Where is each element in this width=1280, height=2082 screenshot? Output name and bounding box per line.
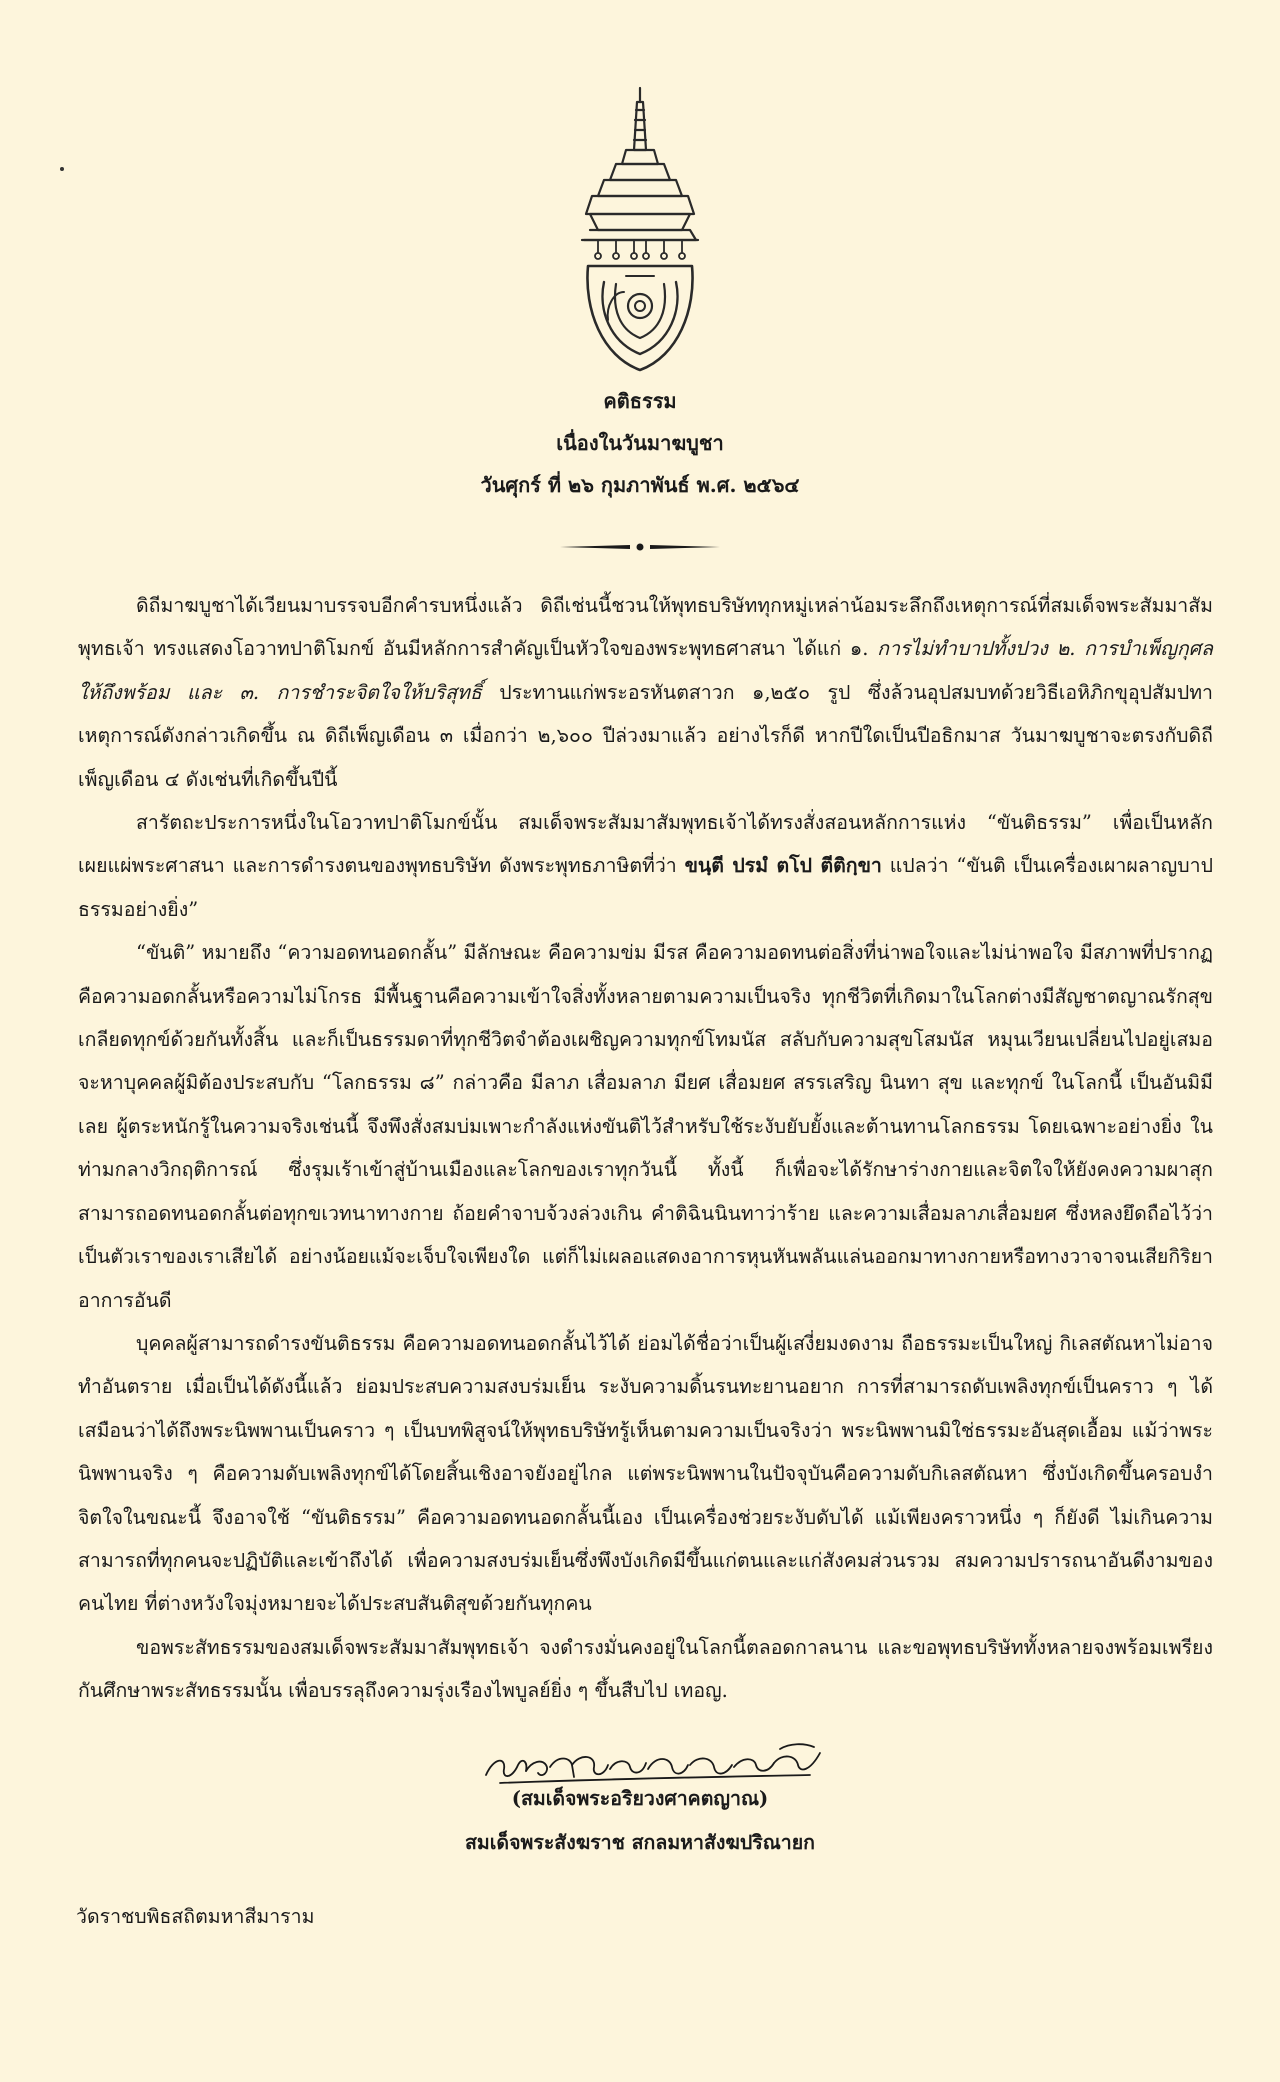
paragraph-1-text-a: ดิถีมาฆบูชาได้เวียนมาบรรจบอีกคำรบหนึ่งแล้ว ดิถีเช่นนี้ชวนให้พุทธบริษัททุกหมู่เหล่าน้อมระลึกถึงเหตุการณ์ที่สมเด็จพระสัมมาสัมพุทธเจ้า ทรงแสดงโอวาทปาติโมกข์ อันมีหลักการสำคัญเป็นหัวใจของพระพุทธศาสนา ได้แก่ ๑. [78, 594, 1213, 661]
royal-emblem-icon [560, 80, 720, 380]
paragraph-1-text-c: ประทานแก่พระอรหันตสาวก ๑,๒๕๐ รูป ซึ่งล้วนอุปสมบทด้วยวิธีเอหิภิกขุอุปสัมปทา เหตุการณ์ดังกล่าวเกิดขึ้น ณ ดิถีเพ็ญเดือน ๓ เมื่อกว่า ๒,๖๐๐ ปีล่วงมาแล้ว อย่างไรก็ดี หากปีใดเป็นปีอธิกมาส วันมาฆบูชาจะตรงกับดิถีเพ็ญเดือน ๔ ดังเช่นที่เกิดขึ้นปีนี้ [78, 680, 1213, 791]
paragraph-5: ขอพระสัทธรรมของสมเด็จพระสัมมาสัมพุทธเจ้า จงดำรงมั่นคงอยู่ในโลกนี้ตลอดกาลนาน และขอพุทธบริษัททั้งหลายจงพร้อมเพรียงกันศึกษาพระสัทธรรมนั้น เพื่อบรรลุถึงความรุ่งเรืองไพบูลย์ยิ่ง ๆ ขึ้นสืบไป เทอญ. [78, 1635, 1213, 1703]
document-title: คติธรรม [603, 389, 677, 413]
handwritten-signature [480, 1735, 830, 1793]
principles-2-3: ๒. การบำเพ็ญกุศลให้ถึงพร้อม และ ๓. การชำระจิตใจให้บริสุทธิ์ [78, 637, 1213, 704]
signatory-name: (สมเด็จพระอริยวงศาคตญาณ) [511, 1787, 769, 1810]
document-subtitle: เนื่องในวันมาฆบูชา [556, 431, 724, 455]
divider-ornament-icon [560, 538, 720, 556]
paragraph-2-text-b: แปลว่า “ขันติ เป็นเครื่องเผาผลาญบาปธรรมอย่างยิ่ง” [78, 854, 1213, 921]
document-date: วันศุกร์ ที่ ๒๖ กุมภาพันธ์ พ.ศ. ๒๕๖๔ [480, 473, 800, 497]
paragraph-4: บุคคลผู้สามารถดำรงขันติธรรม คือความอดทนอดกลั้นไว้ได้ ย่อมได้ชื่อว่าเป็นผู้เสงี่ยมงดงาม ถือธรรมะเป็นใหญ่ กิเลสตัณหาไม่อาจทำอันตราย เมื่อเป็นได้ดังนี้แล้ว ย่อมประสบความสงบร่มเย็น ระงับความดิ้นรนทะยานอยาก การที่สามารถดับเพลิงทุกข์เป็นคราว ๆ ได้ เสมือนว่าได้ถึงพระนิพพานเป็นคราว ๆ เป็นบทพิสูจน์ให้พุทธบริษัทรู้เห็นตามความเป็นจริงว่า พระนิพพานมิใช่ธรรมะอันสุดเอื้อม แม้ว่าพระนิพพานจริง ๆ คือความดับเพลิงทุกข์ได้โดยสิ้นเชิงอาจยังอยู่ไกล แต่พระนิพพานในปัจจุบันคือความดับกิเลสตัณหา ซึ่งบังเกิดขึ้นครอบงำจิตใจในขณะนี้ จึงอาจใช้ “ขันติธรรม” คือความอดทนอดกลั้นนี้เอง เป็นเครื่องช่วยระงับดับได้ แม้เพียงคราวหนึ่ง ๆ ก็ยังดี ไม่เกินความสามารถที่ทุกคนจะปฏิบัติและเข้าถึงได้ เพื่อความสงบร่มเย็นซึ่งพึงบังเกิดมีขึ้นแก่ตนและแก่สังคมส่วนรวม สมความปรารถนาอันดีงามของคนไทย ที่ต่างหวังใจมุ่งหมายจะได้ประสบสันติสุขด้วยกันทุกคน [78, 1331, 1213, 1616]
paragraph-2-text-a: สารัตถะประการหนึ่งในโอวาทปาติโมกข์นั้น สมเด็จพระสัมมาสัมพุทธเจ้าได้ทรงสั่งสอนหลักการแห่ง “ขันติธรรม” เพื่อเป็นหลักเผยแผ่พระศาสนา และการดำรงตนของพุทธบริษัท ดังพระพุทธภาษิตที่ว่า [78, 811, 1213, 878]
paragraph-2 [78, 801, 1213, 931]
paragraph-1 [78, 584, 1213, 801]
pali-verse: ขนฺตี ปรมํ ตโป ตีติกฺขา [684, 854, 882, 878]
paragraph-3: “ขันติ” หมายถึง “ความอดทนอดกลั้น” มีลักษณะ คือความข่ม มีรส คือความอดทนต่อสิ่งที่น่าพอใจและไม่น่าพอใจ มีสภาพที่ปรากฏ คือความอดกลั้นหรือความไม่โกรธ มีพื้นฐานคือความเข้าใจสิ่งทั้งหลายตามความเป็นจริง ทุกชีวิตที่เกิดมาในโลกต่างมีสัญชาตญาณรักสุขเกลียดทุกข์ด้วยกันทั้งสิ้น และก็เป็นธรรมดาที่ทุกชีวิตจำต้องเผชิญความทุกข์โทมนัส สลับกับความสุขโสมนัส หมุนเวียนเปลี่ยนไปอยู่เสมอ จะหาบุคคลผู้มิต้องประสบกับ “โลกธรรม ๘” กล่าวคือ มีลาภ เสื่อมลาภ มียศ เสื่อมยศ สรรเสริญ นินทา สุข และทุกข์ ในโลกนี้ เป็นอันมิมีเลย ผู้ตระหนักรู้ในความจริงเช่นนี้ จึงพึงสั่งสมบ่มเพาะกำลังแห่งขันติไว้สำหรับใช้ระงับยับยั้งและต้านทานโลกธรรม โดยเฉพาะอย่างยิ่ง ในท่ามกลางวิกฤติการณ์ ซึ่งรุมเร้าเข้าสู่บ้านเมืองและโลกของเราทุกวันนี้ ทั้งนี้ ก็เพื่อจะได้รักษาร่างกายและจิตใจให้ยังคงความผาสุก สามารถอดทนอดกลั้นต่อทุกขเวทนาทางกาย ถ้อยคำจาบจ้วงล่วงเกิน คำติฉินนินทาว่าร้าย และความเสื่อมลาภเสื่อมยศ ซึ่งหลงยึดถือไว้ว่าเป็นตัวเราของเราเสียได้ อย่างน้อยแม้จะเจ็บใจเพียงใด แต่ก็ไม่เผลอแสดงอาการหุนหันพลันแล่นออกมาทางกายหรือทางวาจาจนเสียกิริยาอาการอันดี [78, 941, 1213, 1312]
body-text [78, 584, 1213, 1713]
margin-dot [60, 167, 64, 171]
signatory-title: สมเด็จพระสังฆราช สกลมหาสังฆปริณายก [465, 1831, 815, 1854]
principle-1: การไม่ทำบาปทั้งปวง [877, 637, 1048, 661]
temple-location: วัดราชบพิธสถิตมหาสีมาราม [76, 1905, 315, 1928]
